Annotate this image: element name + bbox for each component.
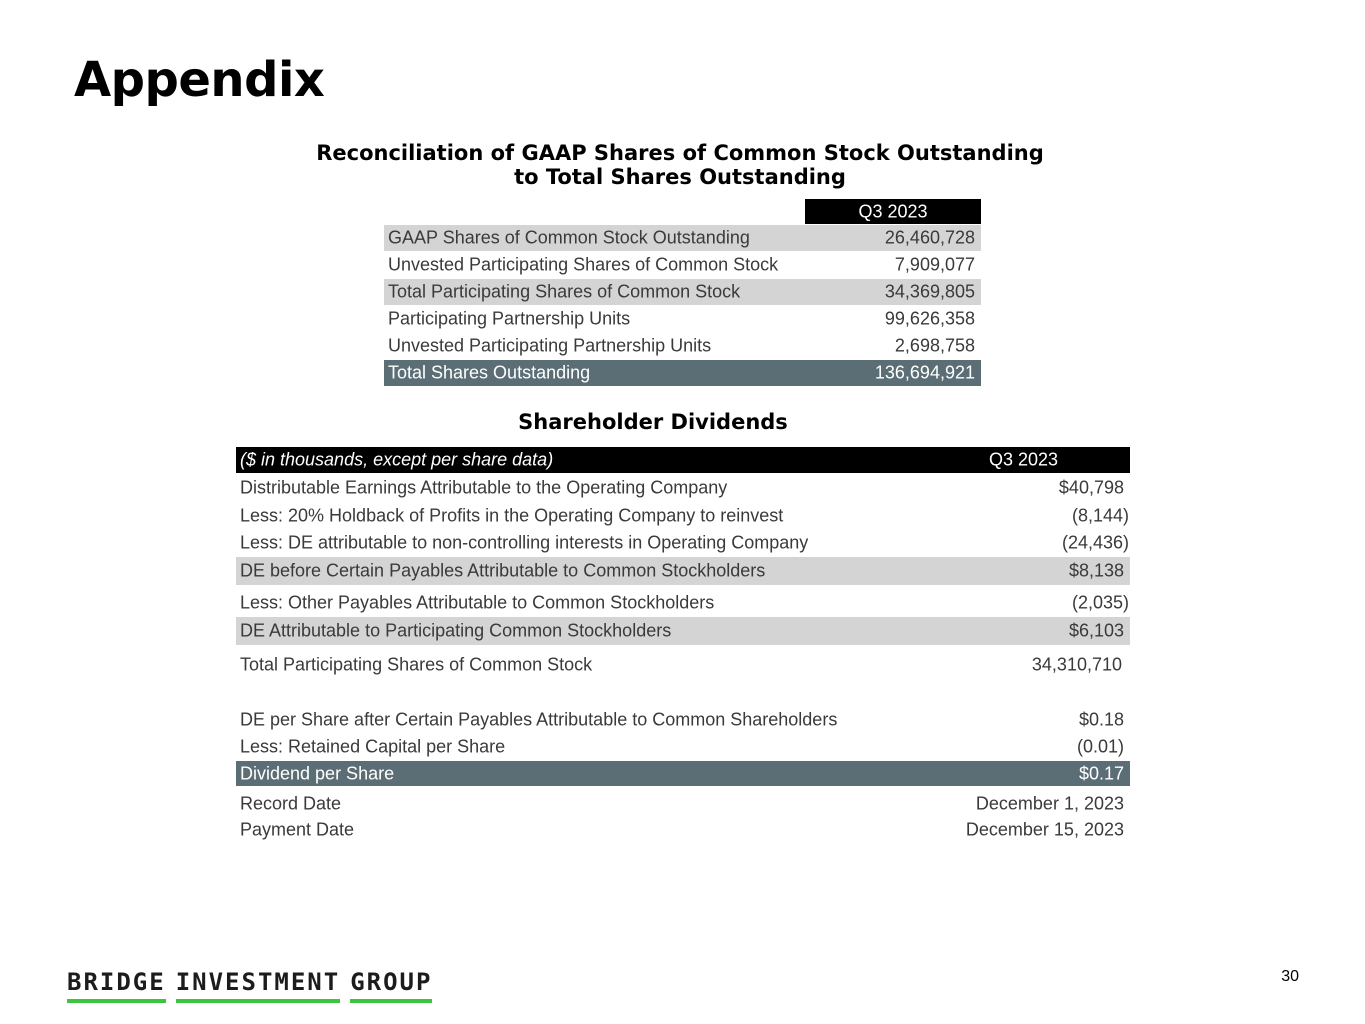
- table-row: [236, 530, 1130, 556]
- table-row: [236, 817, 1130, 843]
- row-value: $6,103: [1068, 620, 1124, 641]
- table-row: [236, 557, 1130, 585]
- dividends-title: Shareholder Dividends: [518, 410, 788, 434]
- table-row: [236, 503, 1130, 529]
- logo-word-investment: INVESTMENT: [176, 968, 341, 1003]
- table-row: [236, 590, 1130, 616]
- reconciliation-column-header: Q3 2023: [805, 199, 981, 224]
- row-label: Total Shares Outstanding: [388, 362, 591, 383]
- table-row: [384, 225, 981, 251]
- row-label: Participating Partnership Units: [388, 308, 631, 329]
- row-label: GAAP Shares of Common Stock Outstanding: [388, 227, 750, 248]
- page-title: Appendix: [74, 52, 325, 108]
- row-label: Less: DE attributable to non-controlling interests in Operating Company: [240, 532, 809, 553]
- table-row-total: [236, 761, 1130, 786]
- table-row: [236, 791, 1130, 817]
- row-value: (0.01): [1076, 736, 1124, 757]
- table-row: [236, 617, 1130, 645]
- payment-date-value: December 15, 2023: [965, 819, 1124, 840]
- table-row: [236, 652, 1130, 678]
- table-row: [236, 475, 1130, 501]
- row-label: Less: 20% Holdback of Profits in the Operating Company to reinvest: [240, 505, 784, 526]
- row-label: Total Participating Shares of Common Stock: [240, 654, 593, 675]
- record-date-label: Record Date: [240, 793, 342, 814]
- row-label: Unvested Participating Shares of Common Stock: [388, 254, 779, 275]
- row-value: (24,436): [1061, 532, 1129, 553]
- row-value: (2,035): [1071, 592, 1129, 613]
- row-value: $40,798: [1058, 477, 1124, 498]
- row-value: 26,460,728: [884, 227, 975, 248]
- company-logo: [67, 968, 442, 1003]
- row-label: DE Attributable to Participating Common Stockholders: [240, 620, 672, 641]
- table-row: [236, 707, 1130, 733]
- table-row-total: [384, 360, 981, 386]
- logo-word-bridge: BRIDGE: [67, 968, 166, 1003]
- table-row: [384, 333, 981, 359]
- payment-date-label: Payment Date: [240, 819, 355, 840]
- row-value: 2,698,758: [894, 335, 975, 356]
- row-value: 34,310,710: [1031, 654, 1122, 675]
- record-date-value: December 1, 2023: [975, 793, 1124, 814]
- row-label: Less: Other Payables Attributable to Common Stockholders: [240, 592, 715, 613]
- row-value: 99,626,358: [884, 308, 975, 329]
- reconciliation-title-line2: to Total Shares Outstanding: [514, 165, 846, 189]
- dividends-column-header: Q3 2023: [989, 449, 1059, 470]
- row-label: DE before Certain Payables Attributable to Common Stockholders: [240, 560, 766, 581]
- logo-word-group: GROUP: [350, 968, 432, 1003]
- row-value: $0.18: [1078, 709, 1124, 730]
- row-value: $8,138: [1068, 560, 1124, 581]
- table-row: [384, 306, 981, 332]
- page-number: 30: [1281, 968, 1299, 985]
- reconciliation-title-line1: Reconciliation of GAAP Shares of Common Stock Outstanding: [316, 141, 1044, 165]
- row-label: Unvested Participating Partnership Units: [388, 335, 712, 356]
- row-label: Less: Retained Capital per Share: [240, 736, 506, 757]
- row-label: Dividend per Share: [240, 763, 395, 783]
- dividends-header-label: ($ in thousands, except per share data): [240, 449, 554, 470]
- row-value: 136,694,921: [874, 362, 975, 383]
- table-row: [384, 279, 981, 305]
- row-value: 7,909,077: [894, 254, 975, 275]
- reconciliation-title: [280, 141, 1080, 189]
- table-row: [384, 252, 981, 278]
- row-value: $0.17: [1078, 763, 1124, 783]
- table-row: [236, 734, 1130, 760]
- row-value: 34,369,805: [884, 281, 975, 302]
- dividends-header-row: [236, 447, 1130, 473]
- row-value: (8,144): [1071, 505, 1129, 526]
- row-label: DE per Share after Certain Payables Attributable to Common Shareholders: [240, 709, 838, 730]
- row-label: Total Participating Shares of Common Stock: [388, 281, 741, 302]
- row-label: Distributable Earnings Attributable to the Operating Company: [240, 477, 728, 498]
